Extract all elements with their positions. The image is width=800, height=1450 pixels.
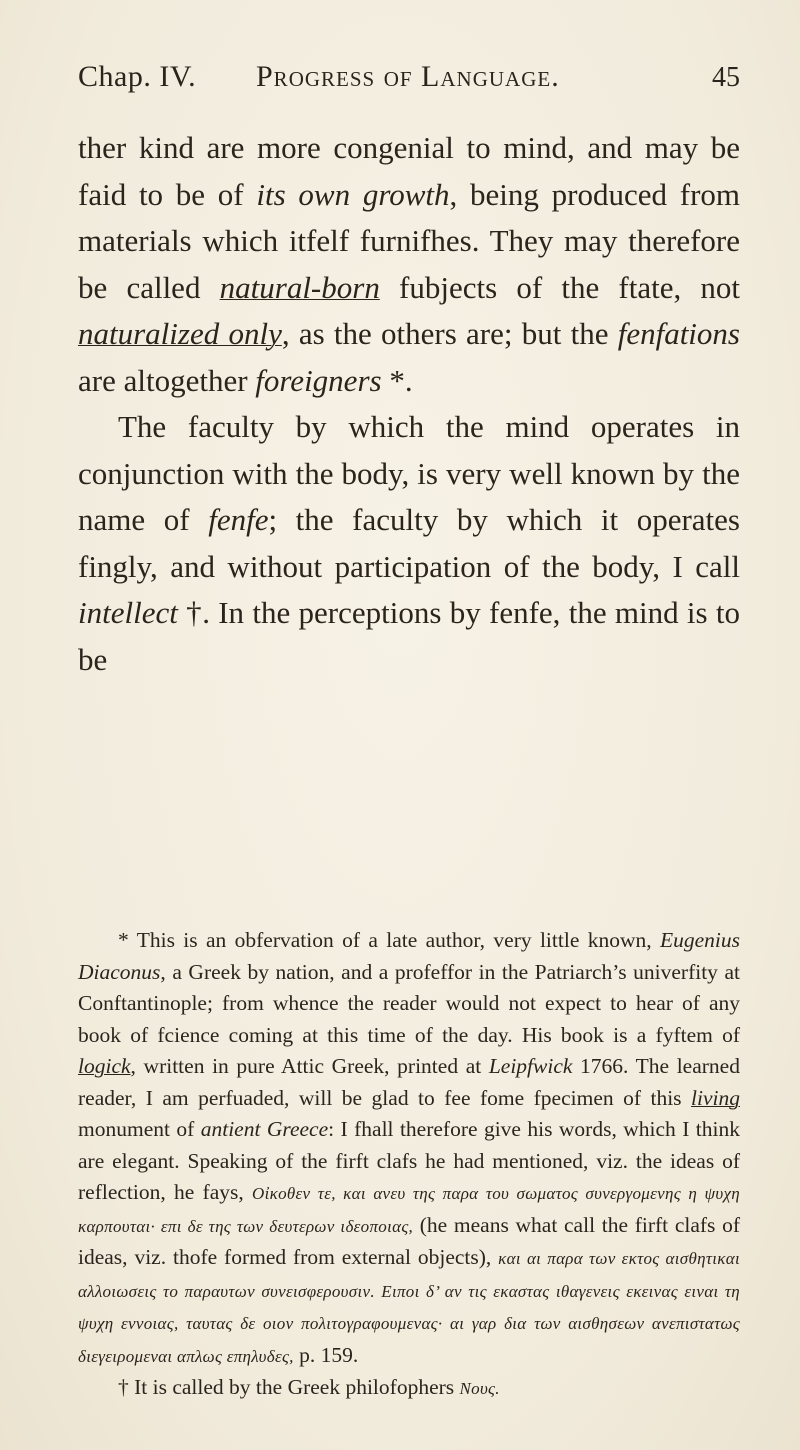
text-run: ; the faculty by which it operates fingly, and without participation of the body, I call xyxy=(78,502,740,584)
page-reference: p. 159. xyxy=(293,1342,359,1367)
footnotes xyxy=(78,925,740,1405)
text-run: * This is an obfervation of a late author, very little known, xyxy=(118,928,660,952)
text-run: ther kind are more congenial to mind, and may be faid to be of xyxy=(78,130,740,212)
text-run: : I fhall therefore give his words, which I think are elegant. Speaking of the firft clafs he had mentioned, viz. the ideas of reflection, he fays, xyxy=(78,1117,741,1204)
text-run: are altogether xyxy=(78,362,256,398)
footnote-1 xyxy=(78,925,740,1372)
italic-phrase: naturalized only xyxy=(78,316,282,351)
text-run: The faculty by which the mind operates in conjunction with the body, is very well known by the name of xyxy=(78,409,740,537)
text-run: , a Greek by nation, and a profeffor in the Patriarch’s univerfity at Conftantinople; from whence the reader would not expect to hear of any book of fcience coming at this time of the day. His book is a fyftem of xyxy=(78,959,740,1047)
italic-phrase: its own growth xyxy=(256,176,450,212)
text-run: monument of xyxy=(78,1117,201,1141)
running-header xyxy=(78,60,740,104)
page-number: 45 xyxy=(712,62,740,93)
main-text xyxy=(78,125,740,683)
text-run: 1766. The learned reader, I am perfuaded, will be glad to fee fome fpecimen of this xyxy=(78,1054,740,1110)
greek-quotation: και αι παρα των εκτος αισθητικαι αλλοιωσεις το παραυτων συνεισφερουσιν. Ειποι δ’ αν τις εκαστας ιθαγενεις εκεινας ειναι τη ψυχη εννοιας, ταυτας δε οιον πολιτογραφουμενας· αι γαρ δια των αισθησεων ανεπιστατως διεγειρομεναι απλως επηλυδες, xyxy=(78,1249,740,1366)
italic-phrase: antient Greece xyxy=(200,1117,329,1141)
italic-phrase: foreigners xyxy=(255,362,382,398)
greek-quotation: Οἰκοθεν τε, και ανευ της παρα του σωματος συνεργομενης η ψυχη καρπουται· επι δε της των δευτερων ιδεοποιας, xyxy=(78,1184,740,1236)
text-run: , being produced from materials which itfelf furnifhes. They may therefore be called xyxy=(78,176,741,305)
italic-phrase: living xyxy=(691,1085,740,1110)
paragraph-1 xyxy=(78,125,740,404)
italic-phrase: intellect xyxy=(78,595,178,630)
italic-phrase: fenfations xyxy=(617,316,740,351)
running-title: Progress of Language. xyxy=(256,60,560,93)
italic-phrase: natural-born xyxy=(219,269,380,305)
text-run: , as the others are; but the xyxy=(281,316,618,351)
paragraph-2 xyxy=(78,404,740,683)
text-run: †. In the perceptions by fenfe, the mind is to be xyxy=(78,595,740,677)
text-run: fubjects of the ftate, not xyxy=(379,269,741,305)
text-run: (he means what call the firft clafs of ideas, viz. thofe formed from external objects), xyxy=(78,1212,741,1269)
italic-phrase: Eugenius Diaconus xyxy=(78,928,740,984)
chapter-label: Chap. IV. xyxy=(78,60,197,93)
italic-phrase: logick xyxy=(78,1054,131,1078)
italic-phrase: fenfe xyxy=(208,502,269,537)
greek-word: Νους. xyxy=(459,1379,500,1398)
italic-phrase: Leipfwick xyxy=(488,1054,573,1078)
text-run: † It is called by the Greek philofophers xyxy=(118,1375,460,1399)
footnote-2 xyxy=(78,1372,740,1405)
text-run: , written in pure Attic Greek, printed at xyxy=(130,1054,489,1078)
footnote-marker: *. xyxy=(381,362,413,398)
